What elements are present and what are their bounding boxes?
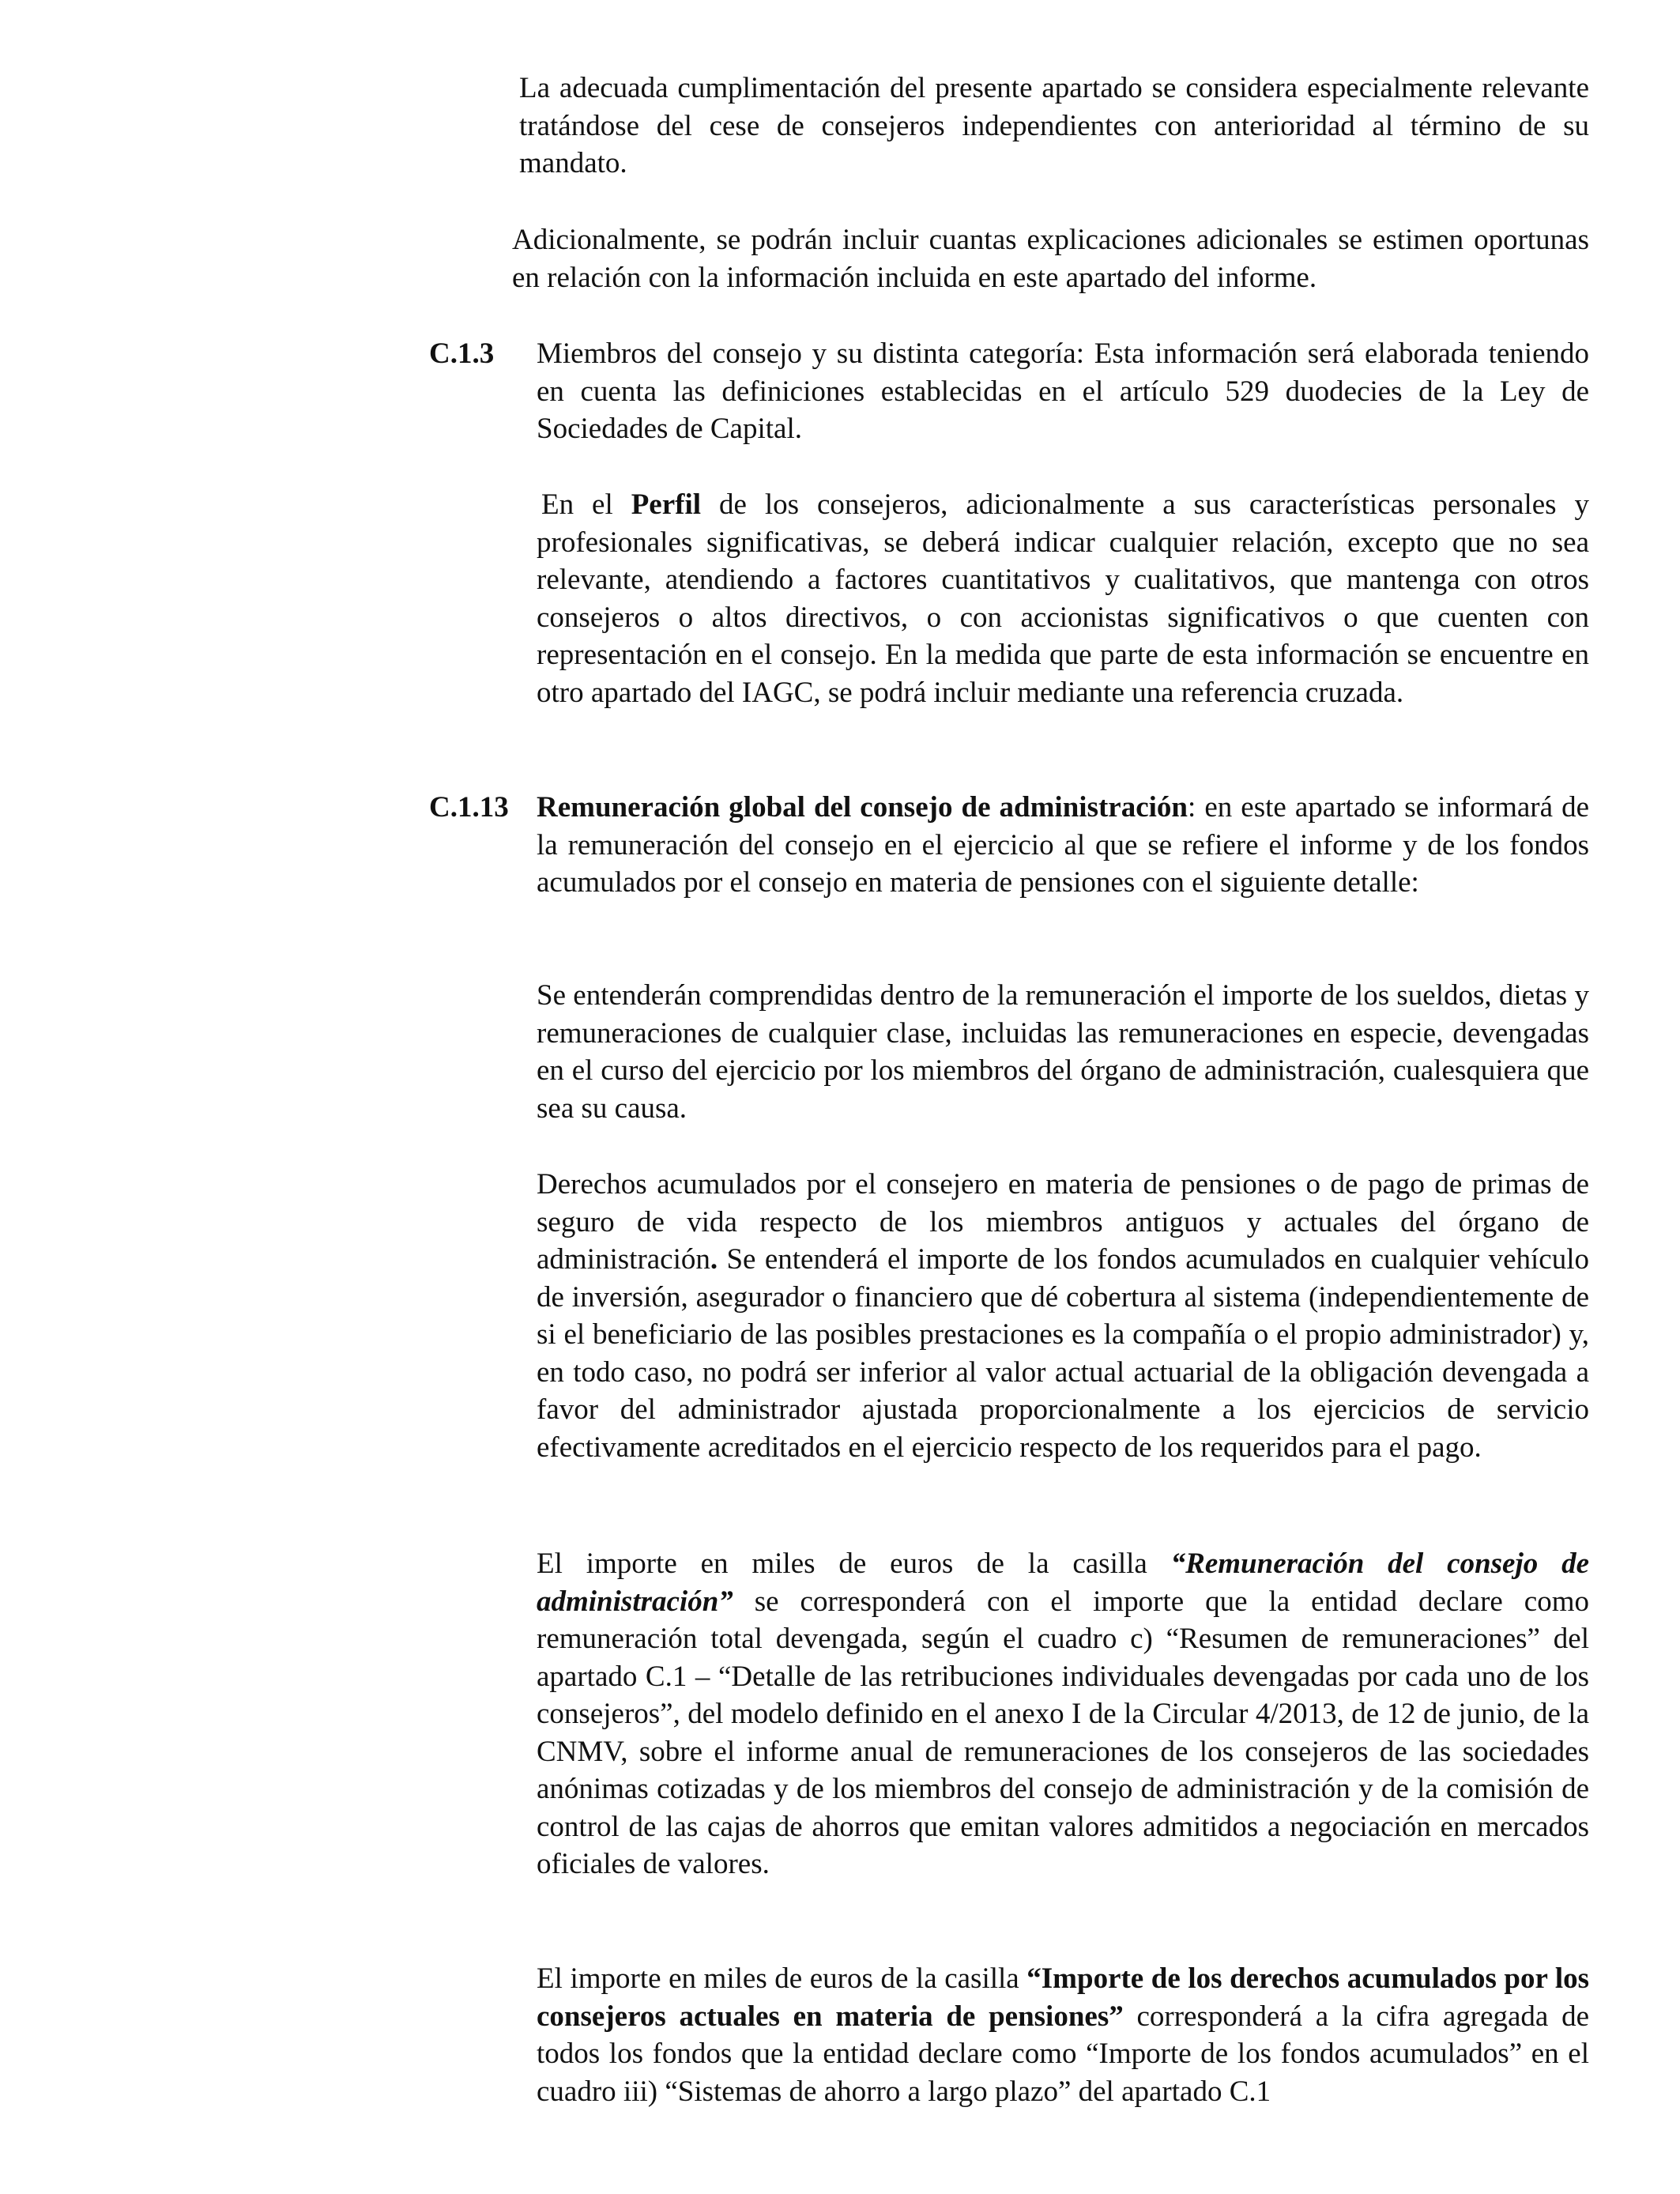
derechos-period: .: [710, 1243, 718, 1276]
remuneracion-global-body: : en este apartado se informará de la remuneración del consejo en el ejercicio al que se refiere el informe y de los fondos acumulados por el consejo en materia de pensiones con el siguiente detalle:: [537, 791, 1589, 899]
intro-paragraph-1: La adecuada cumplimentación del presente apartado se considera especialmente relevante tratándose del cese de consejeros independientes con anterioridad al término de su mandato.: [519, 72, 1589, 179]
casilla-remuneracion-body: se corresponderá con el importe que la entidad declare como remuneración total devengada, según el cuadro c) “Resumen de remuneraciones” del apartado C.1 – “Detalle de las retribuciones individuales devengadas por cada uno de los consejeros”, del modelo definido en el anexo I de la Circular 4/2013, de 12 de junio, de la CNMV, sobre el informe anual de remuneraciones de los consejeros de las sociedades anónimas cotizadas y de los miembros del consejo de administración y de la comisión de control de las cajas de ahorros que emitan valores admitidos a negociación en mercados oficiales de valores.: [537, 1585, 1589, 1880]
derechos-prefix: Derechos acumulados por el consejero en materia de pensiones o de pago de primas de seguro de vida respecto de los miembros antiguos y actuales del órgano de administración: [537, 1168, 1589, 1276]
casilla-derechos-prefix: El importe en miles de euros de la casilla: [537, 1962, 1027, 1995]
section-c113-paragraph-5: [537, 1960, 1589, 2110]
casilla-derechos-body: corresponderá a la cifra agregada de todos los fondos que la entidad declare como “Importe de los fondos acumulados” en el cuadro iii) “Sistemas de ahorro a largo plazo” del apartado C.1: [537, 2000, 1590, 2108]
section-c13-paragraph-1: Miembros del consejo y su distinta categoría: Esta información será elaborada teniendo en cuenta las definiciones establecidas en el artículo 529 duodecies de la Ley de Sociedades de Capital.: [537, 337, 1589, 445]
section-c113-paragraph-3: [537, 1166, 1589, 1466]
casilla-derechos-name: “Importe de los derechos acumulados por los consejeros actuales en materia de pensiones”: [537, 1962, 1589, 2033]
section-c113-paragraph-4: [537, 1545, 1589, 1883]
perfil-prefix: En el: [541, 488, 631, 521]
section-number-c13: C.1.3: [429, 337, 495, 370]
derechos-body: Se entenderá el importe de los fondos acumulados en cualquier vehículo de inversión, asegurador o financiero que dé cobertura al sistema (independientemente de si el beneficiario de las posibles prestaciones es la compañía o el propio administrador) y, en todo caso, no podrá ser inferior al valor actual actuarial de la obligación devengada a favor del administrador ajustada proporcionalmente a los ejercicios de servicio efectivamente acreditados en el ejercicio respecto de los requeridos para el pago.: [537, 1243, 1589, 1464]
intro-paragraph-2: Adicionalmente, se podrán incluir cuantas explicaciones adicionales se estimen oportunas en relación con la información incluida en este apartado del informe.: [512, 224, 1589, 294]
perfil-term: Perfil: [631, 488, 702, 521]
section-c13-paragraph-2: [537, 486, 1589, 711]
remuneracion-global-heading: Remuneración global del consejo de administración: [537, 791, 1188, 824]
perfil-body: de los consejeros, adicionalmente a sus características personales y profesionales significativas, se deberá indicar cualquier relación, excepto que no sea relevante, atendiendo a factores cuantitativos y cualitativos, que mantenga con otros consejeros o altos directivos, o con accionistas significativos o que cuenten con representación en el consejo. En la medida que parte de esta información se encuentre en otro apartado del IAGC, se podrá incluir mediante una referencia cruzada.: [537, 488, 1589, 709]
casilla-remuneracion-prefix: El importe en miles de euros de la casilla: [537, 1547, 1171, 1580]
section-c113-paragraph-2: Se entenderán comprendidas dentro de la remuneración el importe de los sueldos, dietas y remuneraciones de cualquier clase, incluidas las remuneraciones en especie, devengadas en el curso del ejercicio por los miembros del órgano de administración, cualesquiera que sea su causa.: [537, 979, 1589, 1125]
section-number-c113: C.1.13: [429, 791, 509, 824]
section-c113-paragraph-1: [537, 789, 1589, 902]
casilla-remuneracion-name: “Remuneración del consejo de administración”: [537, 1547, 1589, 1618]
